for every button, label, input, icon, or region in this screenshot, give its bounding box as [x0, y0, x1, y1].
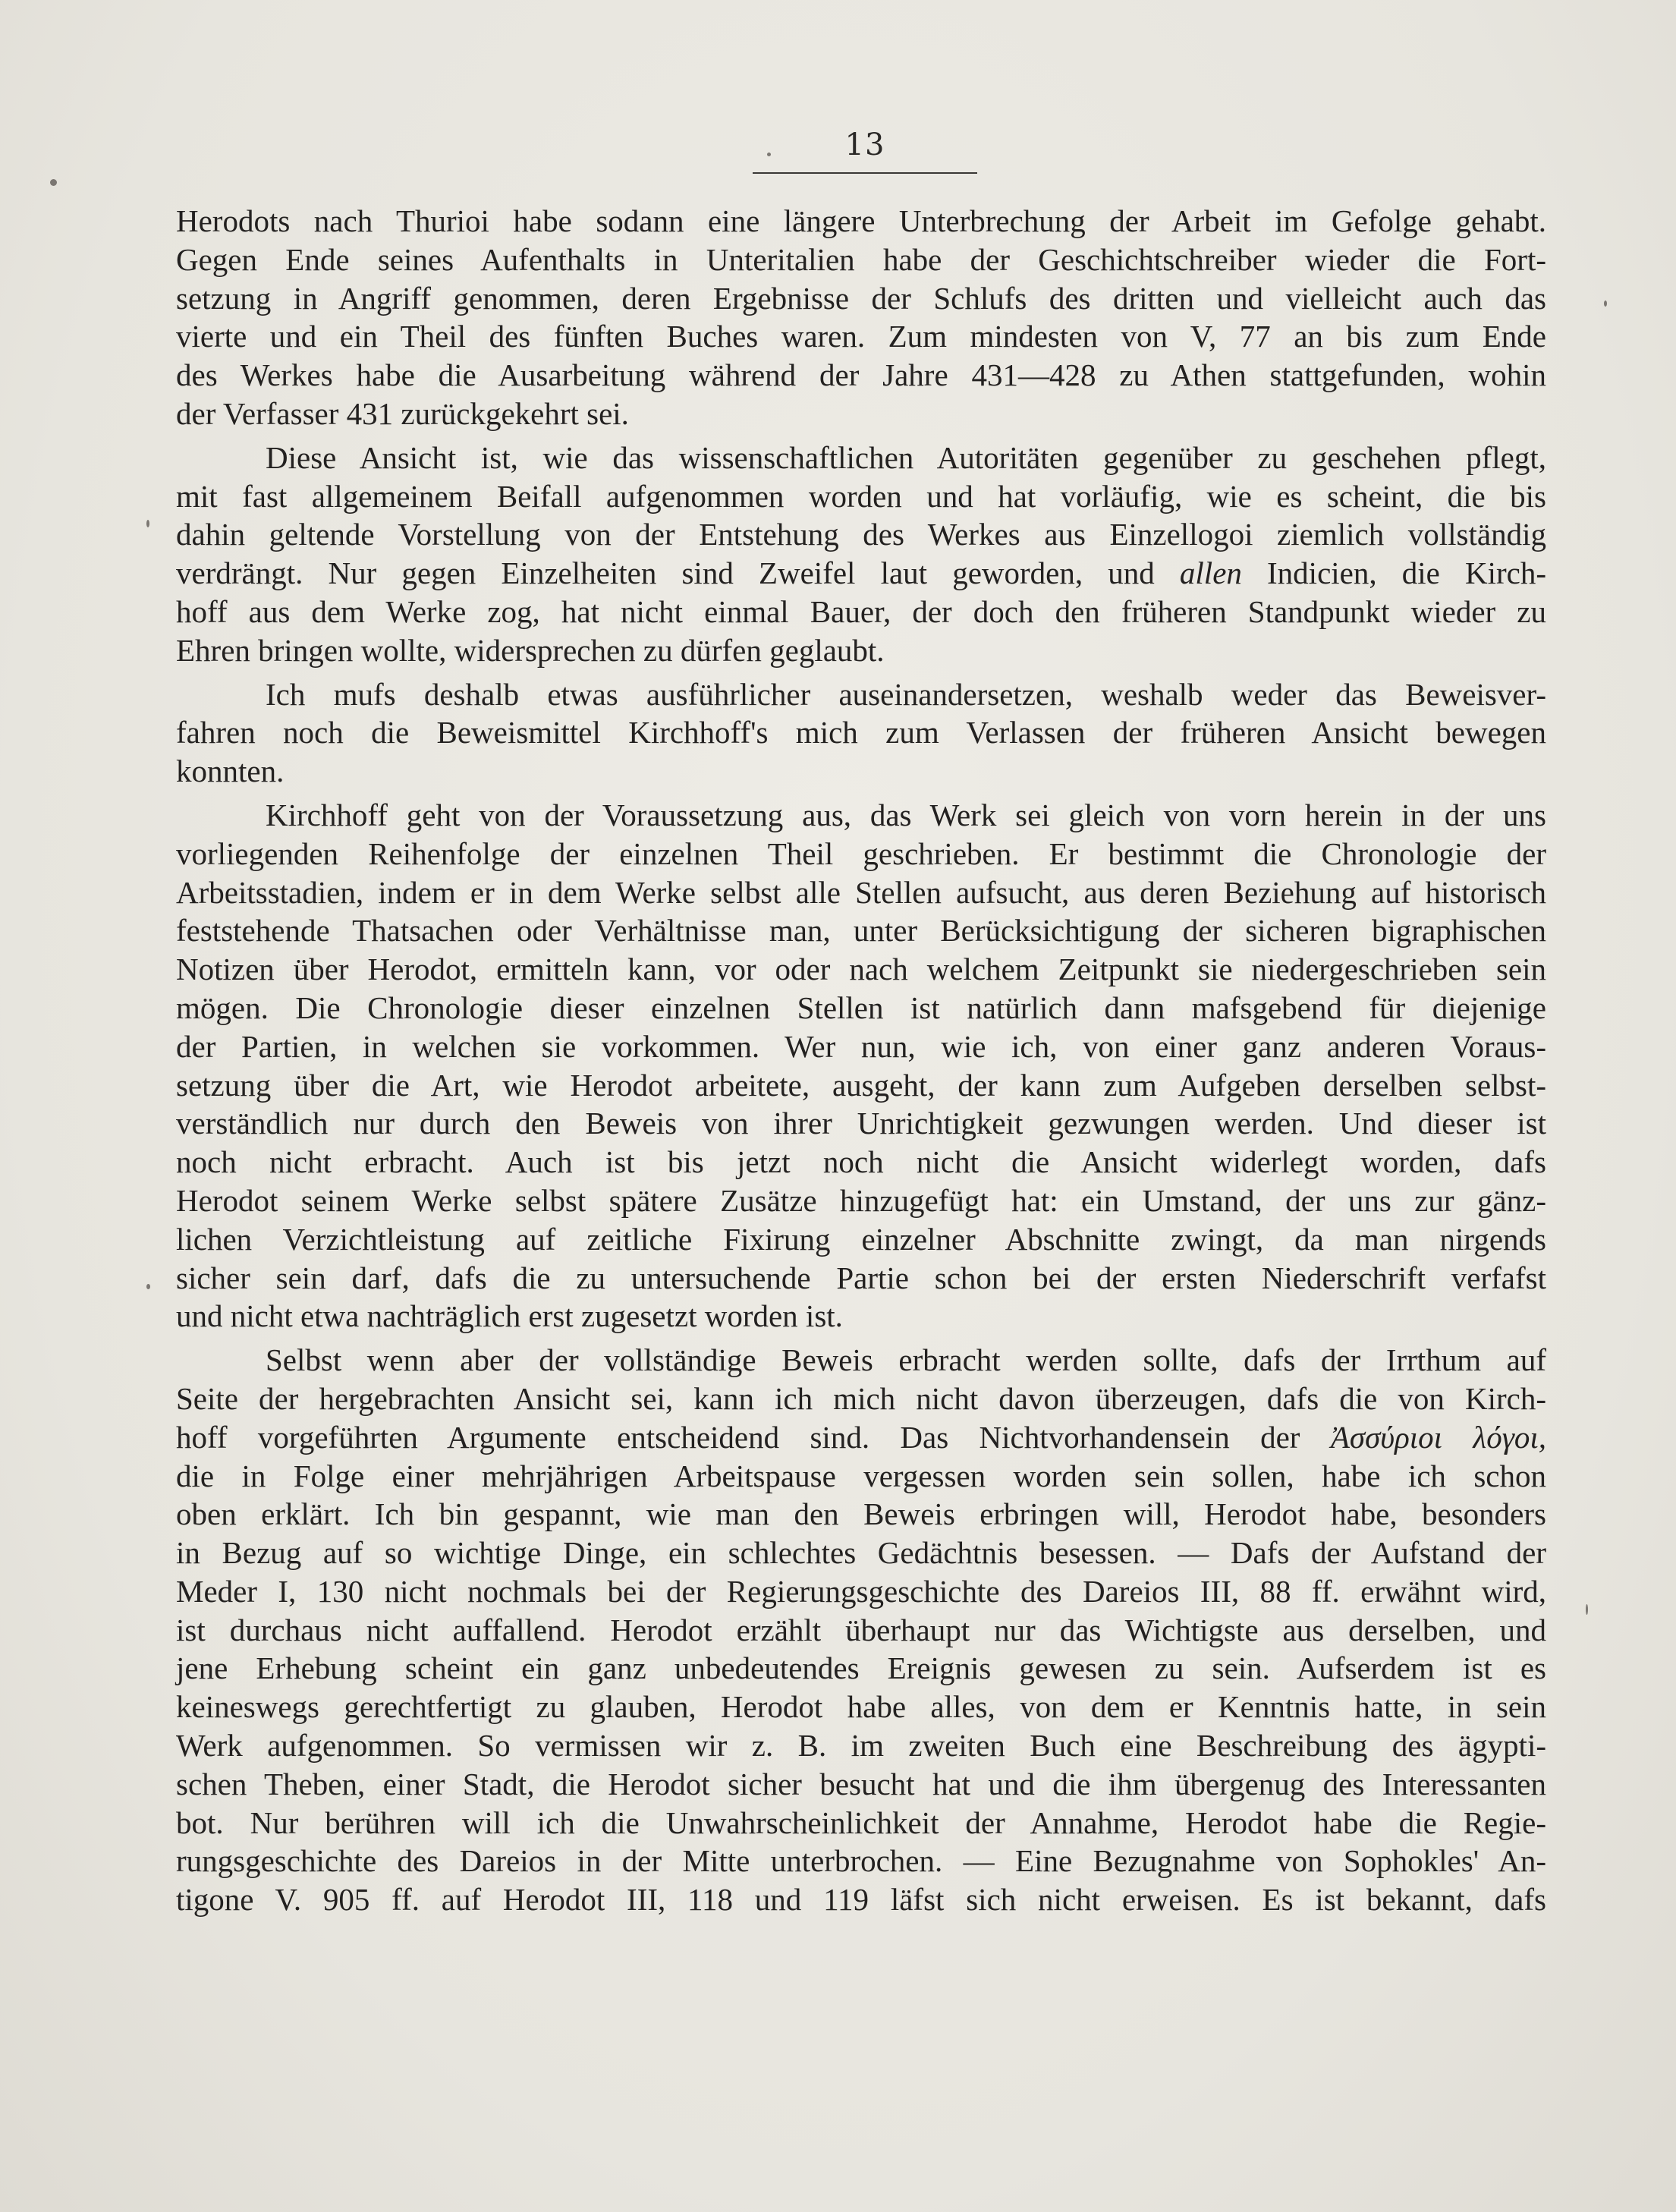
text-line: die in Folge einer mehrjährigen Arbeitspause vergessen worden sein sollen, habe ich schon	[176, 1458, 1546, 1493]
text-line: Herodot seinem Werke selbst spätere Zusätze hinzugefügt hat: ein Umstand, der uns zur gänz-	[176, 1182, 1546, 1218]
text-line: bot. Nur berühren will ich die Unwahrscheinlichkeit der Annahme, Herodot habe die Regie-	[176, 1805, 1546, 1840]
text-line: in Bezug auf so wichtige Dinge, ein schlechtes Gedächtnis besessen. — Dafs der Aufstand der	[176, 1535, 1546, 1571]
text-line: Meder I, 130 nicht nochmals bei der Regierungsgeschichte des Dareios III, 88 ff. erwähnt wird,	[176, 1573, 1546, 1609]
text-line: setzung in Angriff genommen, deren Ergebnisse der Schlufs des dritten und vielleicht auch das	[176, 280, 1546, 316]
text-line: setzung über die Art, wie Herodot arbeitete, ausgeht, der kann zum Aufgeben derselben selbst-	[176, 1067, 1546, 1103]
text-line: fahren noch die Beweismittel Kirchhoff's mich zum Verlassen der früheren Ansicht bewegen	[176, 715, 1546, 750]
italic-word: allen	[1179, 555, 1242, 591]
paragraph	[176, 439, 1546, 670]
greek-phrase: Ἀσσύριοι λόγοι,	[1330, 1419, 1546, 1455]
text-line: schen Theben, einer Stadt, die Herodot sicher besucht hat und die ihm übergenug des Interessanten	[176, 1766, 1546, 1801]
text-line: vorliegenden Reihenfolge der einzelnen Theil geschrieben. Er bestimmt die Chronologie der	[176, 835, 1546, 871]
text-line: Ich mufs deshalb etwas ausführlicher auseinandersetzen, weshalb weder das Beweisver-	[266, 676, 1546, 712]
text-line: noch nicht erbracht. Auch ist bis jetzt noch nicht die Ansicht widerlegt worden, dafs	[176, 1144, 1546, 1180]
speck	[1586, 1604, 1588, 1615]
text-segment: verdrängt. Nur gegen Einzelheiten sind Zweifel laut geworden, und	[176, 555, 1180, 591]
header-rule	[753, 172, 977, 174]
text-line-mixed	[176, 554, 1546, 593]
text-line: sicher sein darf, dafs die zu untersuchende Partie schon bei der ersten Niederschrift verfafst	[176, 1260, 1546, 1295]
text-line: des Werkes habe die Ausarbeitung während der Jahre 431—428 zu Athen stattgefunden, wohin	[176, 357, 1546, 393]
text-line: tigone V. 905 ff. auf Herodot III, 118 und 119 läfst sich nicht erweisen. Es ist bekannt, dafs	[176, 1882, 1546, 1918]
text-line: verständlich nur durch den Beweis von ihrer Unrichtigkeit gezwungen werden. Und dieser ist	[176, 1106, 1546, 1141]
text-line: der Partien, in welchen sie vorkommen. Wer nun, wie ich, von einer ganz anderen Voraus-	[176, 1028, 1546, 1064]
text-line: oben erklärt. Ich bin gespannt, wie man den Beweis erbringen will, Herodot habe, besonders	[176, 1496, 1546, 1532]
text-line: Seite der hergebrachten Ansicht sei, kann ich mich nicht davon überzeugen, dafs die von Kirch-	[176, 1380, 1546, 1416]
text-line: hoff aus dem Werke zog, hat nicht einmal Bauer, der doch den früheren Standpunkt wieder zu	[176, 593, 1546, 629]
text-line: jene Erhebung scheint ein ganz unbedeutendes Ereignis gewesen zu sein. Aufserdem ist es	[176, 1650, 1546, 1686]
text-line: dahin geltende Vorstellung von der Entstehung des Werkes aus Einzellogoi ziemlich vollständig	[176, 517, 1546, 552]
speck	[767, 153, 771, 156]
text-segment: hoff vorgeführten Argumente entscheidend sind. Das Nichtvorhandensein der	[176, 1419, 1331, 1455]
text-line: vierte und ein Theil des fünften Buches waren. Zum mindesten von V, 77 an bis zum Ende	[176, 319, 1546, 354]
text-line-mixed	[176, 1418, 1546, 1457]
text-line: Arbeitsstadien, indem er in dem Werke selbst alle Stellen aufsucht, aus deren Beziehung auf historisch	[176, 874, 1546, 910]
speck	[1604, 300, 1607, 307]
text-line: Notizen über Herodot, ermitteln kann, vor oder nach welchem Zeitpunkt sie niedergeschrieben sein	[176, 952, 1546, 987]
text-line: Ehren bringen wollte, widersprechen zu dürfen geglaubt.	[176, 632, 885, 668]
text-line: rungsgeschichte des Dareios in der Mitte unterbrochen. — Eine Bezugnahme von Sophokles' An-	[176, 1843, 1546, 1879]
text-line: Selbst wenn aber der vollständige Beweis erbracht werden sollte, dafs der Irrthum auf	[266, 1342, 1546, 1378]
text-line: feststehende Thatsachen oder Verhältnisse man, unter Berücksichtigung der sicheren bigraphischen	[176, 913, 1546, 949]
text-line: und nicht etwa nachträglich erst zugesetzt worden ist.	[176, 1298, 843, 1334]
text-line: ist durchaus nicht auffallend. Herodot erzählt überhaupt nur das Wichtigste aus derselben, und	[176, 1612, 1546, 1647]
text-line: lichen Verzichtleistung auf zeitliche Fixirung einzelner Abschnitte zwingt, da man nirgends	[176, 1221, 1546, 1257]
text-line: Kirchhoff geht von der Voraussetzung aus, das Werk sei gleich von vorn herein in der uns	[266, 797, 1546, 832]
speck	[50, 179, 57, 186]
text-line: Gegen Ende seines Aufenthalts in Unteritalien habe der Geschichtschreiber wieder die Fort-	[176, 241, 1546, 277]
speck	[146, 520, 149, 527]
text-segment: Indicien, die Kirch-	[1241, 555, 1546, 591]
paragraph	[176, 1341, 1546, 1919]
text-line: konnten.	[176, 754, 285, 789]
speck	[146, 1284, 150, 1289]
paragraph	[176, 796, 1546, 1336]
text-line: Diese Ansicht ist, wie das wissenschaftlichen Autoritäten gegenüber zu geschehen pflegt,	[266, 439, 1546, 475]
text-line: Werk aufgenommen. So vermissen wir z. B. im zweiten Buch eine Beschreibung des ägypti-	[176, 1728, 1546, 1764]
text-line: mit fast allgemeinem Beifall aufgenommen worden und hat vorläufig, wie es scheint, die bis	[176, 478, 1546, 514]
text-line: mögen. Die Chronologie dieser einzelnen Stellen ist natürlich dann mafsgebend für diejenige	[176, 990, 1546, 1025]
page-number: 13	[844, 127, 885, 162]
text-line: keineswegs gerechtfertigt zu glauben, Herodot habe alles, von dem er Kenntnis hatte, in sein	[176, 1689, 1546, 1725]
text-line: Herodots nach Thurioi habe sodann eine längere Unterbrechung der Arbeit im Gefolge gehabt.	[176, 203, 1546, 238]
paragraph	[176, 675, 1546, 791]
text-line: der Verfasser 431 zurückgekehrt sei.	[176, 395, 629, 431]
paragraph	[176, 202, 1546, 433]
body-text	[176, 202, 1546, 1924]
